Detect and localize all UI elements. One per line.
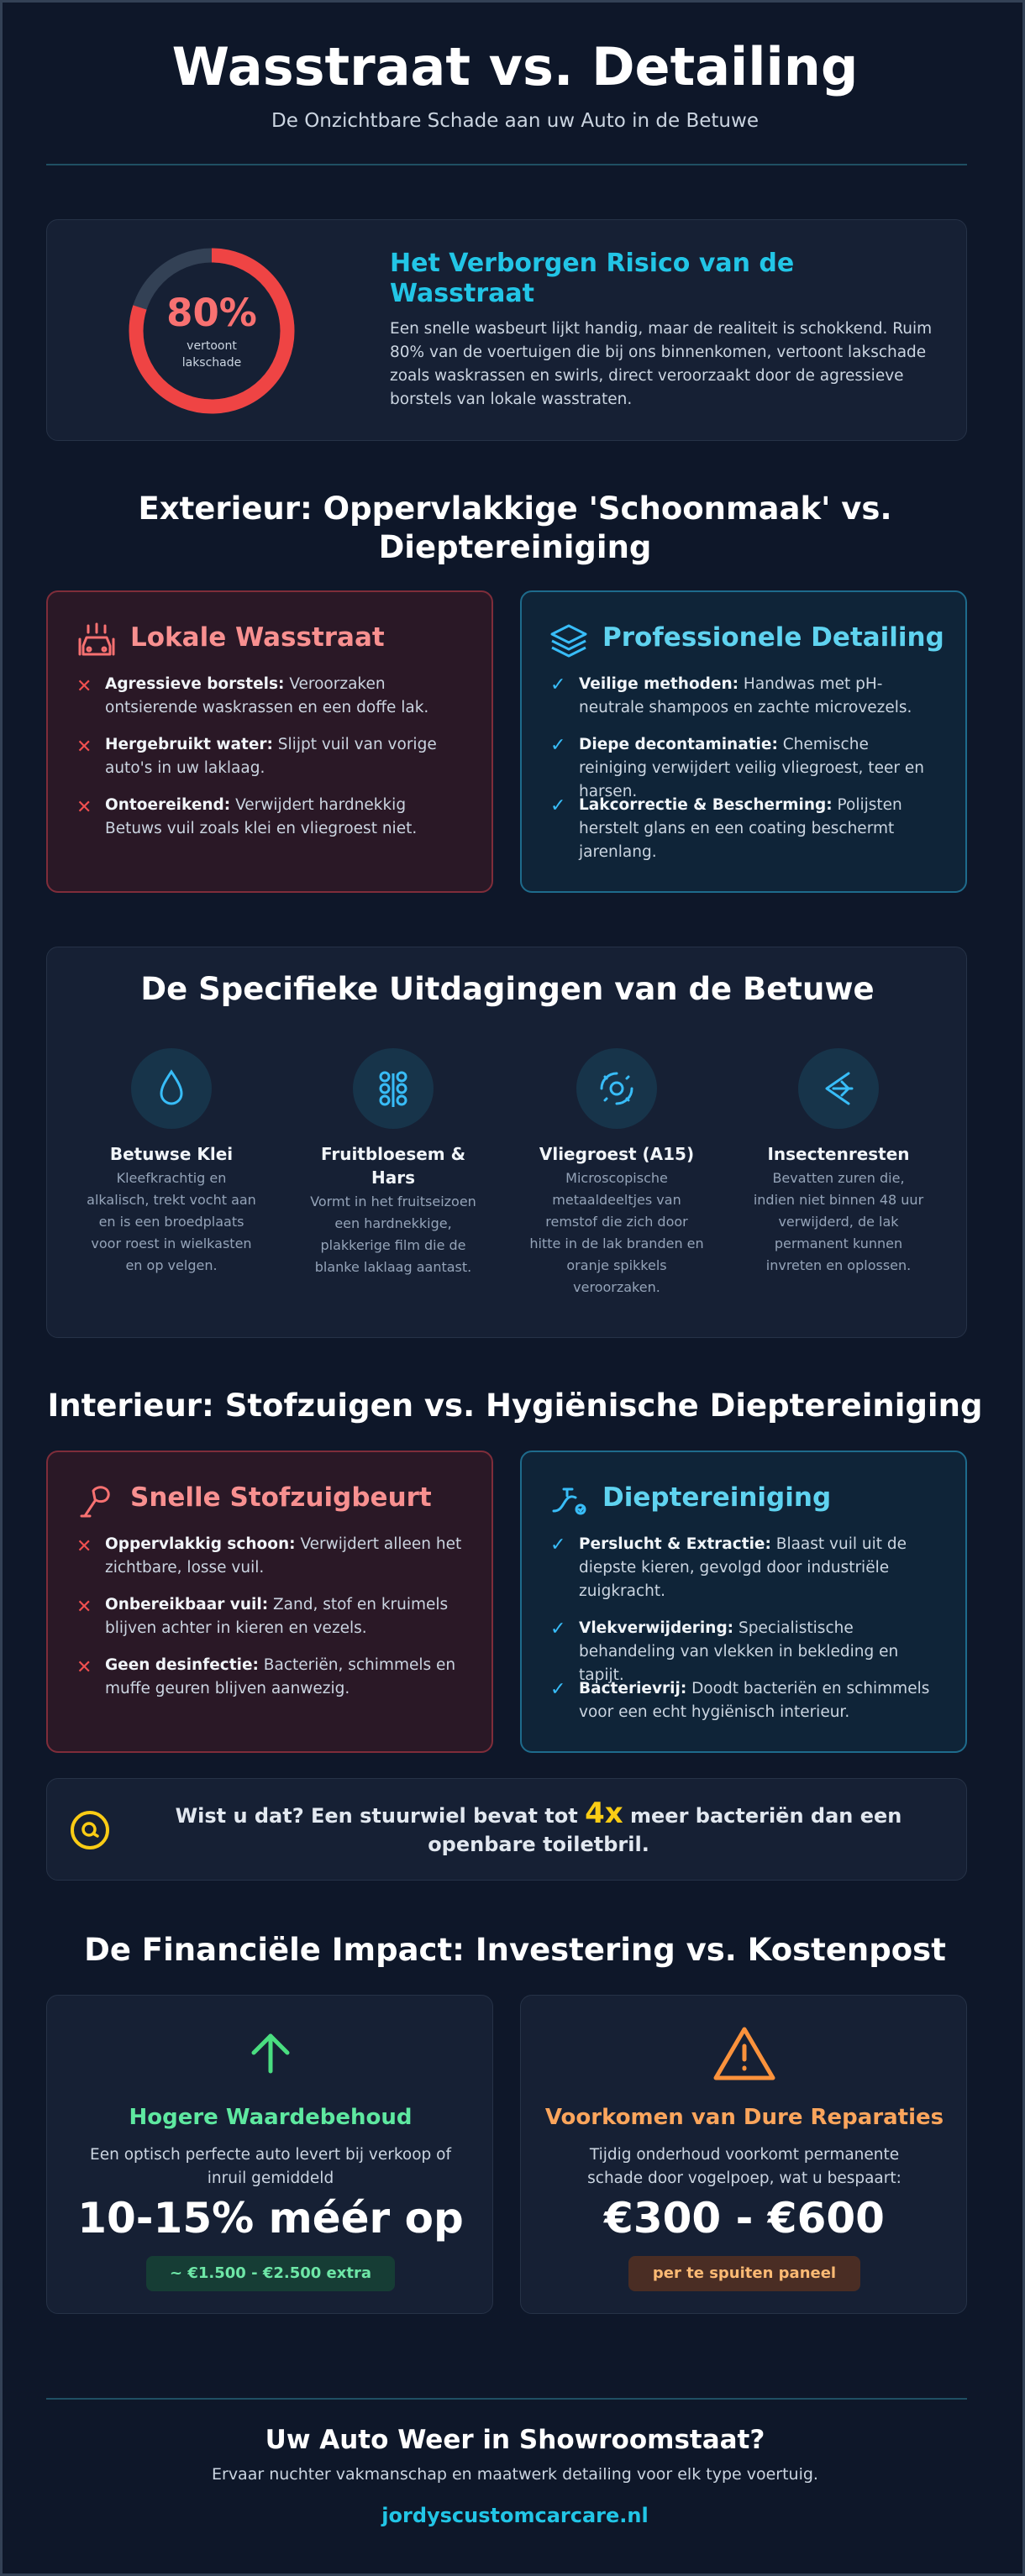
warning-icon [712, 2024, 776, 2083]
exterior-section-title: Exterieur: Oppervlakkige 'Schoonmaak' vs. Dieptereiniging [138, 491, 892, 565]
detailing-heading: Professionele Detailing [602, 622, 944, 653]
value-retention-card [46, 1995, 493, 2314]
page-title: Wasstraat vs. Detailing [171, 36, 859, 97]
per-panel-badge: per te spuiten paneel [628, 2256, 860, 2291]
list-item: Agressieve borstels: Veroorzaken ontsierende waskrassen en een doffe lak. [105, 675, 429, 716]
magnifier-icon [69, 1809, 111, 1851]
challenge-desc: Vormt in het fruitseizoen een hardnekkige, plakkerige film die de blanke laklaag aantast. [310, 1194, 476, 1275]
car-wash-card [46, 590, 493, 893]
check-icon: ✓ [550, 735, 566, 756]
list-item: Veilige methoden: Handwas met pH-neutrale shampoos en zachte microvezels. [579, 675, 912, 716]
list-item: Geen desinfectie: Bacteriën, schimmels en muffe geuren blijven aanwezig. [105, 1656, 456, 1697]
detailing-card [520, 590, 967, 893]
fact-text: Wist u dat? Een stuurwiel bevat tot 4x meer bacteriën dan een openbare toiletbril. [175, 1797, 902, 1856]
damage-percentage: 80% [166, 291, 257, 335]
challenges-card [46, 947, 967, 1338]
challenge-desc: Kleefkrachtig en alkalisch, trekt vocht aan en is een broedplaats voor roest in wielkasten en op velgen. [87, 1170, 256, 1273]
challenges-title: De Specifieke Uitdagingen van de Betuwe [140, 971, 875, 1007]
challenge-title: Fruitbloesem & Hars [320, 1144, 466, 1188]
list-item: Lakcorrectie & Bescherming: Polijsten herstelt glans en een coating beschermt jarenlang. [579, 796, 902, 861]
repair-costs-card [520, 1995, 967, 2314]
list-item: Hergebruikt water: Slijpt vuil van vorige auto's in uw laklaag. [105, 736, 437, 777]
cross-icon: ✕ [76, 797, 92, 818]
challenge-icon-circle [353, 1048, 434, 1129]
repair-costs-heading: Voorkomen van Dure Reparaties [544, 2105, 944, 2130]
cross-icon: ✕ [76, 1536, 92, 1557]
challenge-icon-circle [576, 1048, 657, 1129]
ring-caption: vertoont lakschade [181, 339, 242, 370]
vacuum-heading: Snelle Stofzuigbeurt [130, 1482, 432, 1513]
spray-icon [549, 1481, 589, 1521]
fact-banner [46, 1778, 967, 1881]
value-extra-badge: ~ €1.500 - €2.500 extra [146, 2256, 395, 2291]
list-item: Onbereikbaar vuil: Zand, stof en kruimels blijven achter in kieren en vezels. [105, 1596, 449, 1637]
check-icon: ✓ [550, 1535, 566, 1556]
challenge-title: Vliegroest (A15) [539, 1144, 695, 1164]
value-retention-desc: Een optisch perfecte auto levert bij verkoop of inruil gemiddeld [90, 2146, 451, 2187]
deep-cleaning-card [520, 1451, 967, 1753]
repair-costs-figure: €300 - €600 [604, 2194, 885, 2243]
footer-text: Ervaar nuchter vakmanschap en maatwerk detailing voor elk type voertuig. [212, 2465, 818, 2484]
cross-icon: ✕ [76, 676, 92, 697]
footer-divider [46, 2398, 967, 2400]
page-subtitle: De Onzichtbare Schade aan uw Auto in de Betuwe [271, 110, 759, 132]
challenge-desc: Bevatten zuren die, indien niet binnen 48 uur verwijderd, de lak permanent kunnen invreten en oplossen. [753, 1170, 924, 1273]
challenge-title: Insectenresten [767, 1144, 910, 1164]
header-divider [46, 164, 967, 165]
repair-costs-desc: Tijdig onderhoud voorkomt permanente schade door vogelpoep, wat u bespaart: [587, 2146, 901, 2187]
interior-section-title: Interieur: Stofzuigen vs. Hygiënische Dieptereiniging [47, 1388, 983, 1424]
list-item: Diepe decontaminatie: Chemische reiniging verwijdert veilig vliegroest, teer en harsen. [579, 736, 924, 800]
blossom-icon [353, 1048, 434, 1129]
list-item: Ontoereikend: Verwijdert hardnekkig Betuws vuil zoals klei en vliegroest niet. [105, 796, 418, 837]
challenge-desc: Microscopische metaaldeeltjes van remstof die zich door hitte in de lak branden en oranje spikkels veroorzaken. [529, 1170, 704, 1295]
risk-card [46, 219, 967, 441]
financial-section-title: De Financiële Impact: Investering vs. Kostenpost [84, 1932, 946, 1968]
value-retention-heading: Hogere Waardebehoud [129, 2105, 413, 2130]
footer-heading: Uw Auto Weer in Showroomstaat? [265, 2425, 765, 2455]
deep-cleaning-heading: Dieptereiniging [602, 1482, 832, 1513]
challenge-icon-circle [131, 1048, 212, 1129]
challenge-icon-circle [798, 1048, 879, 1129]
cross-icon: ✕ [76, 737, 92, 758]
check-icon: ✓ [550, 1679, 566, 1700]
list-item: Oppervlakkig schoon: Verwijdert alleen het zichtbare, losse vuil. [105, 1535, 462, 1577]
risk-heading: Het Verborgen Risico van de Wasstraat [390, 249, 795, 308]
check-icon: ✓ [550, 1619, 566, 1640]
car-wash-heading: Lokale Wasstraat [130, 622, 385, 653]
cross-icon: ✕ [76, 1657, 92, 1678]
website-link[interactable]: jordyscustomcarcare.nl [381, 2504, 649, 2527]
droplet-icon [131, 1048, 212, 1129]
check-icon: ✓ [550, 674, 566, 695]
arrow-up-icon [247, 2029, 294, 2076]
car-wash-icon [76, 621, 117, 661]
vacuum-card [46, 1451, 493, 1753]
risk-text: Een snelle wasbeurt lijkt handig, maar de realiteit is schokkend. Ruim 80% van de voertuigen die bij ons binnenkomen, vertoont lakschade zoals waskrassen en swirls, direct veroorzaakt door de agressieve borstels van lokale wasstraten. [390, 320, 933, 408]
challenge-title: Betuwse Klei [109, 1144, 234, 1164]
vacuum-icon [76, 1481, 117, 1521]
cross-icon: ✕ [76, 1597, 92, 1618]
check-icon: ✓ [550, 795, 566, 816]
insect-icon [798, 1048, 879, 1129]
layers-icon [549, 621, 589, 661]
rust-particles-icon [576, 1048, 657, 1129]
list-item: Perslucht & Extractie: Blaast vuil uit de diepste kieren, gevolgd door industriële zuigkracht. [579, 1535, 907, 1600]
fact-highlight: 4x [585, 1797, 623, 1830]
value-retention-figure: 10-15% méér op [77, 2194, 464, 2243]
list-item: Vlekverwijdering: Specialistische behandeling van vlekken in bekleding en tapijt. [579, 1619, 899, 1684]
list-item: Bacterievrij: Doodt bacteriën en schimmels voor een echt hygiënisch interieur. [579, 1680, 930, 1721]
